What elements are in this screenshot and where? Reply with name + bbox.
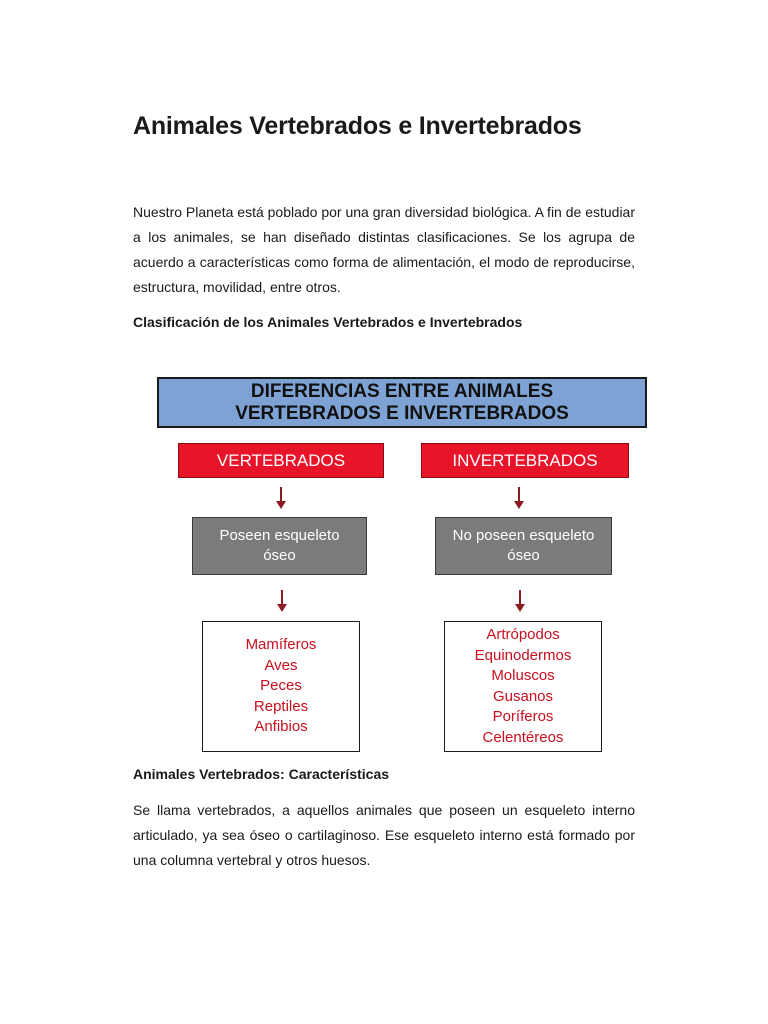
example-item: Mamíferos [245,636,317,654]
example-item: Peces [260,677,302,695]
invertebrados-trait-box [435,517,612,575]
invertebrados-examples-box [444,621,602,752]
intro-paragraph: Nuestro Planeta está poblado por una gran diversidad biológica. A fin de estudiar a los animales, se han diseñado distintas clasificaciones. Se los agrupa de acuerdo a características como forma de alimentación, el modo de reproducirse, estructura, movilidad, entre otros. [133,204,636,295]
classification-heading: Clasificación de los Animales Vertebrados e Invertebrados [133,314,523,330]
diagram-title-box [157,377,647,428]
invertebrados-category-box: INVERTEBRADOS [421,443,629,478]
example-item: Equinodermos [474,646,572,664]
arrow-down-icon [276,590,288,612]
vertebrados-paragraph: Se llama vertebrados, a aquellos animales que poseen un esqueleto interno articulado, ya sea óseo o cartilaginoso. Ese esqueleto interno está formado por una columna vertebral y otros huesos. [133,802,635,868]
vertebrados-trait-box [192,517,367,575]
vertebrados-category-box: VERTEBRADOS [178,443,384,478]
example-item: Gusanos [492,687,554,705]
example-item: Reptiles [253,697,309,715]
example-item: Anfibios [254,718,308,736]
arrow-down-icon [275,487,287,509]
diagram-title-line-2: VERTEBRADOS E INVERTEBRADOS [235,402,569,424]
arrow-down-icon [514,590,526,612]
invertebrados-trait-line-2: óseo [507,547,540,564]
vertebrados-trait-line-2: óseo [263,547,296,564]
vertebrados-heading: Animales Vertebrados: Características [133,766,390,782]
vertebrados-trait-line-1: Poseen esqueleto [219,527,340,544]
example-item: Aves [264,656,298,674]
example-item: Poríferos [492,708,554,725]
example-item: Celentéreos [482,728,564,746]
example-item: Artrópodos [486,626,560,643]
vertebrados-examples-box [202,621,360,752]
invertebrados-trait-line-1: No poseen esqueleto [452,527,595,544]
example-item: Moluscos [491,667,555,684]
diagram-title-line-1: DIFERENCIAS ENTRE ANIMALES [250,380,554,402]
arrow-down-icon [513,487,525,509]
page-title: Animales Vertebrados e Invertebrados [133,112,582,140]
